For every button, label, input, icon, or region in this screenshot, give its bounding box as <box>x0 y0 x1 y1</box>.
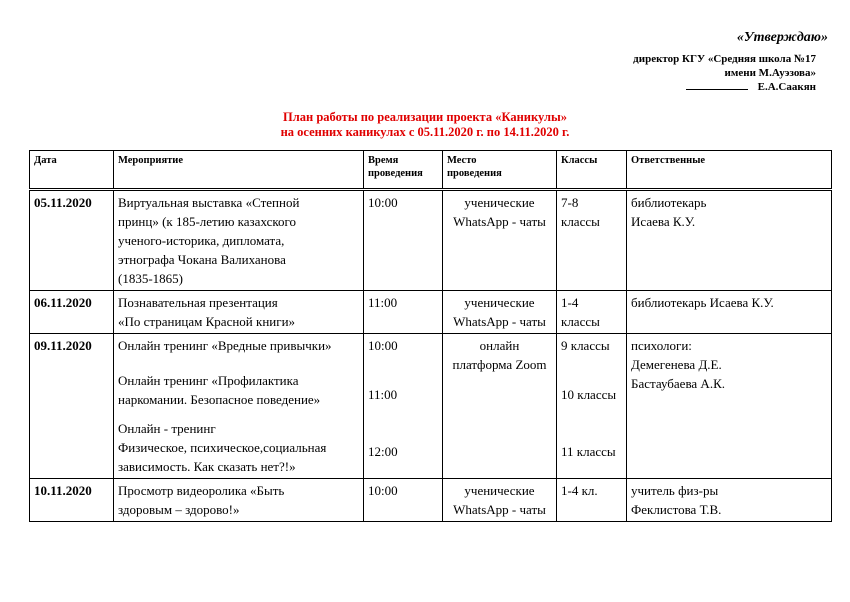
title-line-1: План работы по реализации проекта «Каникулы» <box>283 110 567 124</box>
cell-time: 11:00 <box>364 291 443 334</box>
table-row <box>30 334 832 479</box>
place-line: ученические <box>464 295 535 310</box>
place-line: ученические <box>464 483 535 498</box>
responsible-line: Демегенева Д.Е. <box>631 357 722 372</box>
responsible-line: психологи: <box>631 338 692 353</box>
director-name: Е.А.Саакян <box>757 81 816 93</box>
cell-responsible <box>627 479 832 522</box>
table-row <box>30 190 832 291</box>
spacer <box>561 404 622 442</box>
cell-place <box>443 291 557 334</box>
responsible-line: Бастаубаева А.К. <box>631 376 725 391</box>
responsible-line: библиотекарь <box>631 195 707 210</box>
cell-classes <box>557 190 627 291</box>
cell-date: 10.11.2020 <box>30 479 114 522</box>
column-header-classes: Классы <box>557 151 627 190</box>
time-line: 12:00 <box>368 444 398 459</box>
column-header-time-line-2: проведения <box>368 168 423 179</box>
responsible-line: Исаева К.У. <box>631 214 696 229</box>
cell-responsible <box>627 190 832 291</box>
event-line: Онлайн тренинг «Профилактика <box>118 373 299 388</box>
page-title <box>0 110 850 140</box>
column-header-time <box>364 151 443 190</box>
place-line: ученические <box>464 195 535 210</box>
column-header-place-line-1: Место <box>447 155 477 166</box>
cell-place <box>443 190 557 291</box>
place-line: онлайн <box>479 338 520 353</box>
event-line: наркомании. Безопасное поведение» <box>118 392 321 407</box>
event-line: этнографа Чокана Валиханова <box>118 252 286 267</box>
cell-responsible <box>627 291 832 334</box>
event-line: Онлайн - тренинг <box>118 421 216 436</box>
event-line: зависимость. Как сказать нет?!» <box>118 459 296 474</box>
table-header-row <box>30 151 832 190</box>
cell-time: 10:00 <box>364 190 443 291</box>
classes-line: классы <box>561 314 600 329</box>
classes-line: 1-4 кл. <box>561 483 598 498</box>
spacer <box>118 355 359 371</box>
cell-event <box>114 334 364 479</box>
classes-line: классы <box>561 214 600 229</box>
column-header-event: Мероприятие <box>114 151 364 190</box>
table-row <box>30 479 832 522</box>
table-row <box>30 291 832 334</box>
column-header-time-line-1: Время <box>368 155 399 166</box>
event-line: Просмотр видеоролика «Быть <box>118 483 285 498</box>
classes-line: 1-4 <box>561 295 579 310</box>
cell-date: 06.11.2020 <box>30 291 114 334</box>
time-line: 11:00 <box>368 387 398 402</box>
event-line: Познавательная презентация <box>118 295 278 310</box>
approval-stamp-text: «Утверждаю» <box>736 30 828 45</box>
event-line: принц» (к 185-летию казахского <box>118 214 297 229</box>
cell-classes <box>557 479 627 522</box>
column-header-place <box>443 151 557 190</box>
event-line: Онлайн тренинг «Вредные привычки» <box>118 338 332 353</box>
director-line-1: директор КГУ «Средняя школа №17 <box>633 53 816 65</box>
place-line: WhatsApp - чаты <box>453 214 546 229</box>
director-signature <box>633 80 816 94</box>
responsible-line: библиотекарь Исаева К.У. <box>631 295 774 310</box>
cell-event <box>114 291 364 334</box>
column-header-date: Дата <box>30 151 114 190</box>
cell-date: 09.11.2020 <box>30 334 114 479</box>
cell-event <box>114 190 364 291</box>
event-line: здоровым – здорово!» <box>118 502 240 517</box>
place-line: платформа Zoom <box>452 357 547 372</box>
column-header-place-line-2: проведения <box>447 168 502 179</box>
cell-event <box>114 479 364 522</box>
classes-line: 10 классы <box>561 387 617 402</box>
cell-responsible <box>627 334 832 479</box>
event-line: «По страницам Красной книги» <box>118 314 296 329</box>
signature-line <box>686 80 748 90</box>
event-line: ученого-историка, дипломата, <box>118 233 285 248</box>
cell-classes <box>557 291 627 334</box>
cell-classes <box>557 334 627 479</box>
title-line-2: на осенних каникулах с 05.11.2020 г. по 14.11.2020 г. <box>280 125 570 139</box>
director-line-2: имени М.Ауэзова» <box>724 67 816 79</box>
time-line: 10:00 <box>368 338 398 353</box>
event-line: (1835-1865) <box>118 271 183 286</box>
director-block <box>633 52 816 94</box>
column-header-responsible: Ответственные <box>627 151 832 190</box>
classes-line: 7-8 <box>561 195 579 210</box>
event-line: Виртуальная выставка «Степной <box>118 195 300 210</box>
place-line: WhatsApp - чаты <box>453 502 546 517</box>
plan-table <box>29 150 832 522</box>
cell-place <box>443 334 557 479</box>
cell-date: 05.11.2020 <box>30 190 114 291</box>
place-line: WhatsApp - чаты <box>453 314 546 329</box>
classes-line: 11 классы <box>561 444 616 459</box>
classes-line: 9 классы <box>561 338 610 353</box>
spacer <box>561 355 622 385</box>
responsible-line: учитель физ-ры <box>631 483 719 498</box>
cell-time <box>364 334 443 479</box>
spacer <box>368 404 438 442</box>
spacer <box>368 355 438 385</box>
cell-time: 10:00 <box>364 479 443 522</box>
spacer <box>118 409 359 419</box>
event-line: Физическое, психическое,социальная <box>118 440 327 455</box>
cell-place <box>443 479 557 522</box>
responsible-line: Феклистова Т.В. <box>631 502 722 517</box>
